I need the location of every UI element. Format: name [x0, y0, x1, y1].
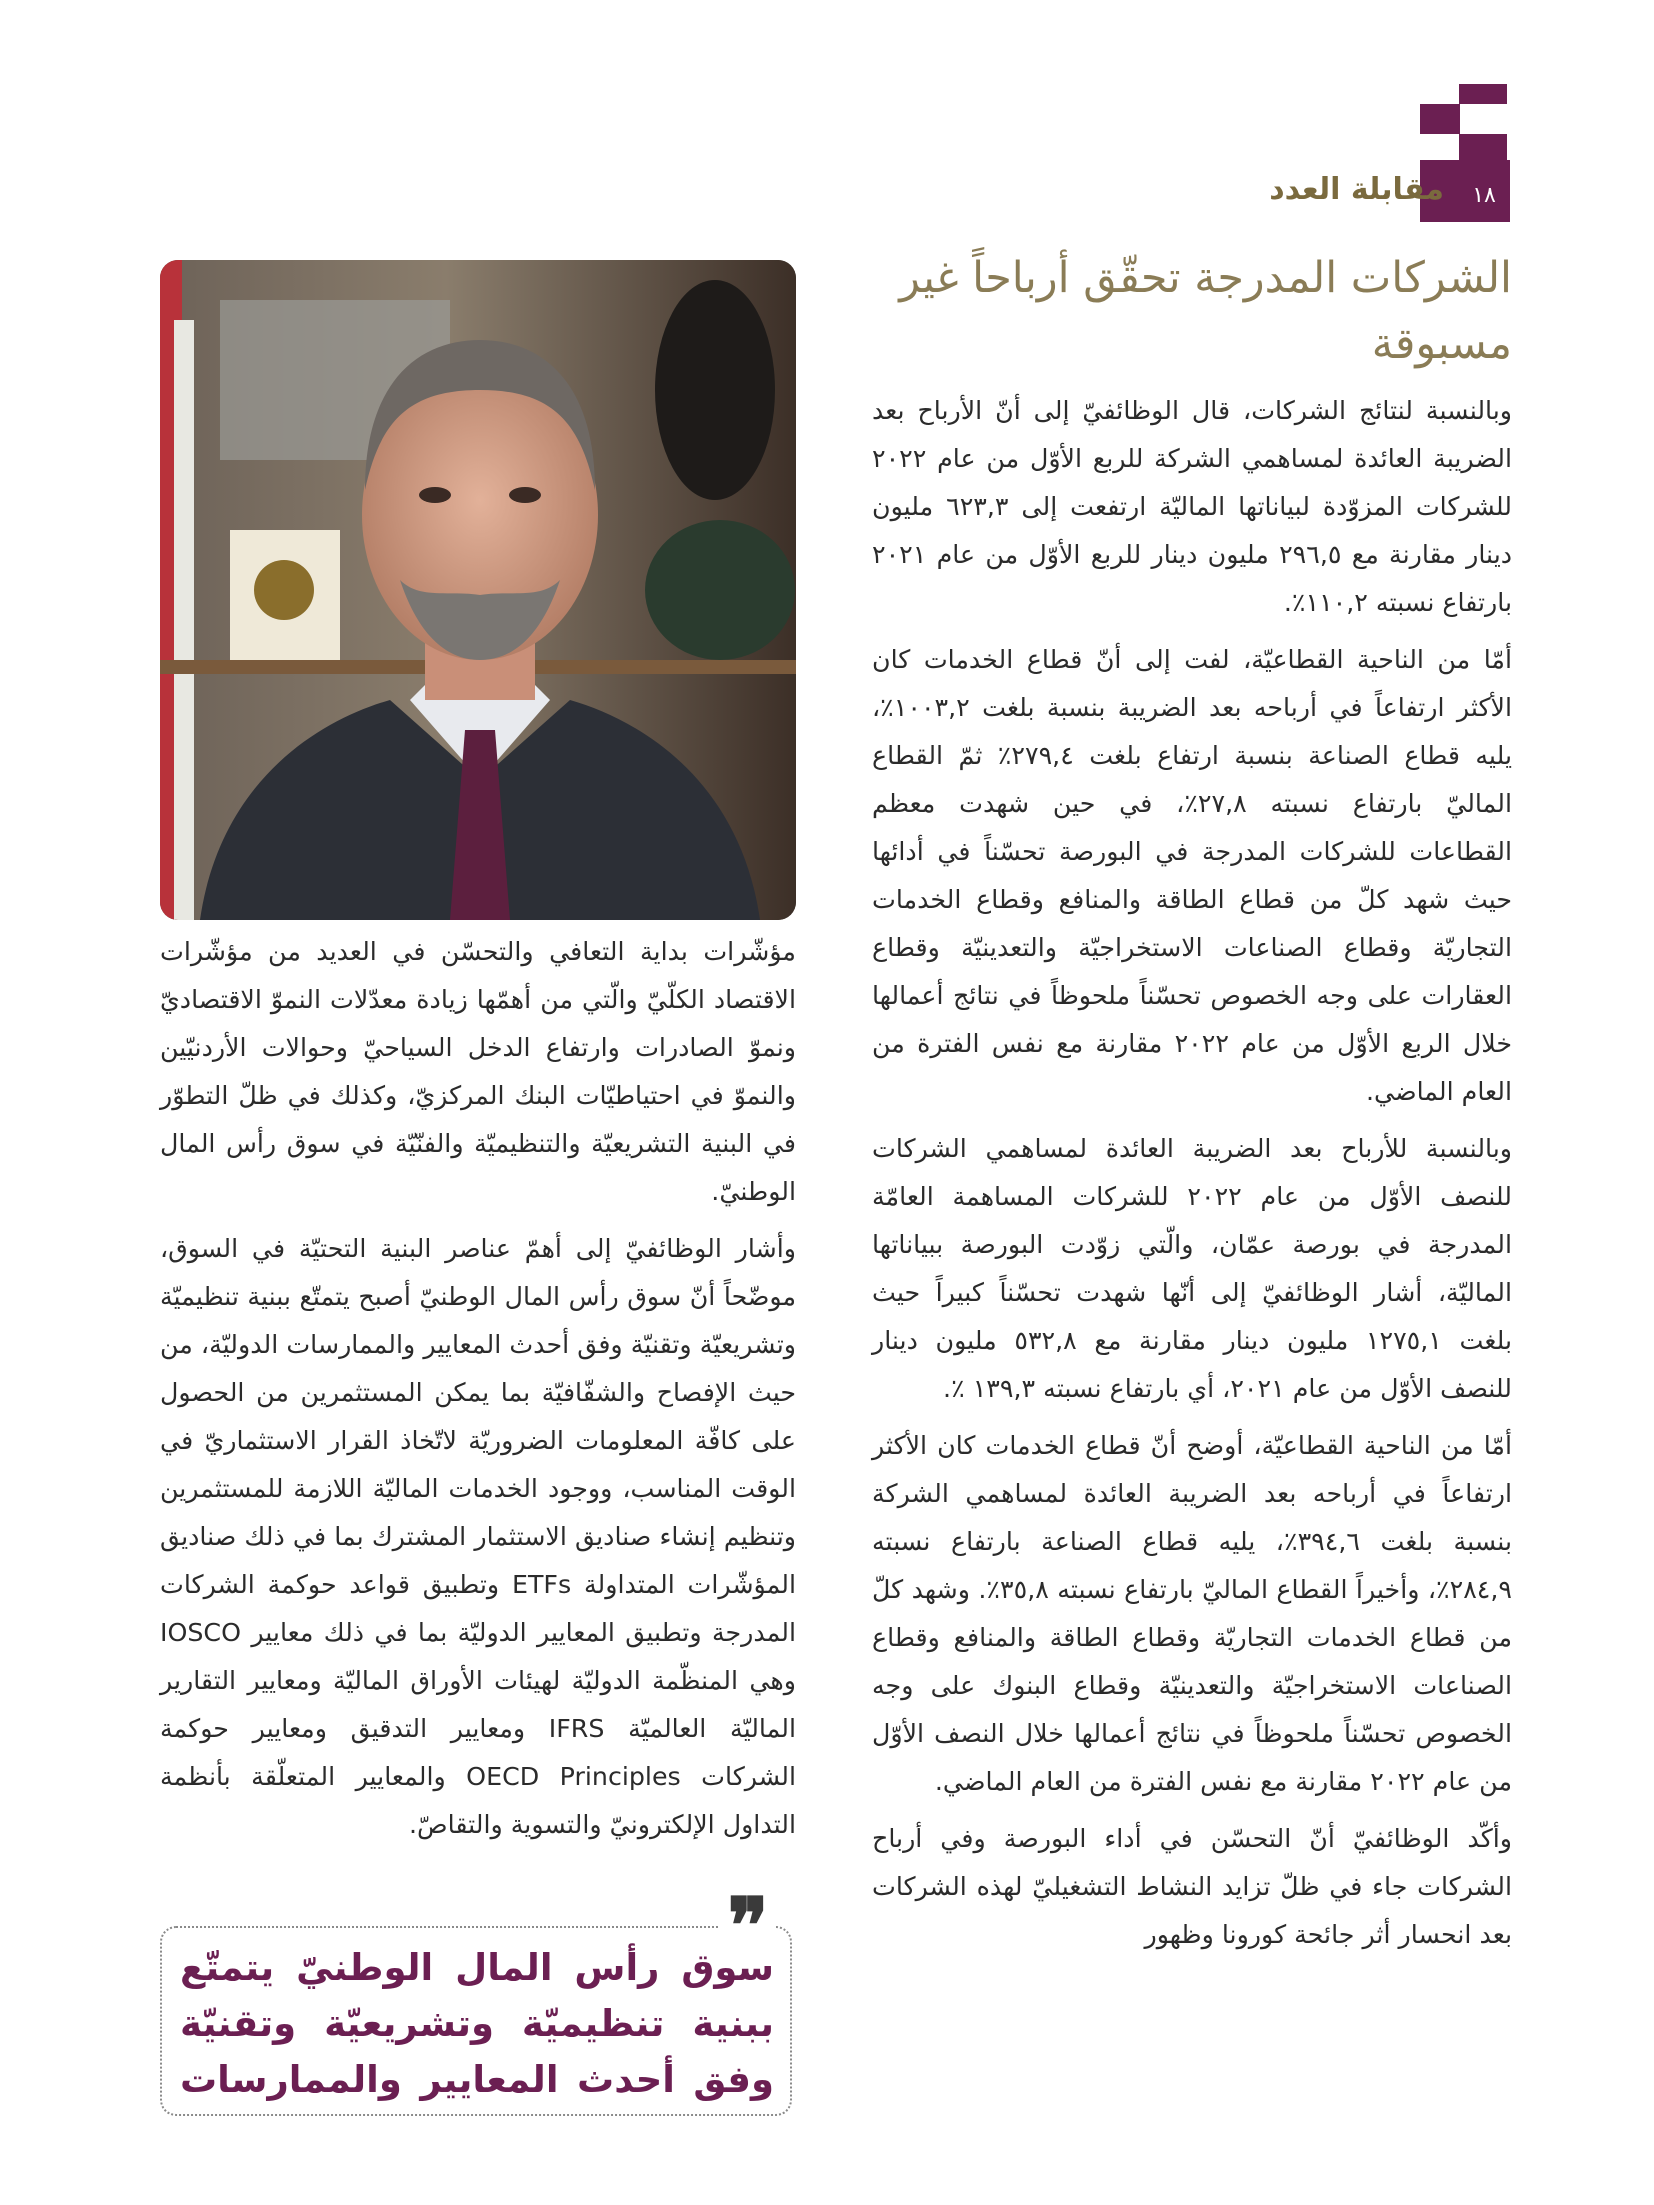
portrait-photo — [160, 260, 796, 920]
decor-square — [1420, 104, 1460, 134]
section-label: مقابلة العدد — [1269, 172, 1444, 207]
decor-square — [1459, 84, 1507, 104]
paragraph: وأشار الوظائفيّ إلى أهمّ عناصر البنية التحتيّة في السوق، موضّحاً أنّ سوق رأس المال الوطنيّ أصبح يتمتّع ببنية تنظيميّة وتشريعيّة وتقنيّة وفق أحدث المعايير والممارسات الدوليّة، من حيث الإفصاح والشفّافيّة بما يمكن المستثمرين من الحصول على كافّة المعلومات الضروريّة لاتّخاذ القرار الاستثماريّ في الوقت المناسب، ووجود الخدمات الماليّة اللازمة للمستثمرين وتنظيم إنشاء صناديق الاستثمار المشترك بما في ذلك صناديق المؤشّرات المتداولة ETFs وتطبيق قواعد حوكمة الشركات المدرجة وتطبيق المعايير الدوليّة بما في ذلك معايير IOSCO وهي المنظّمة الدوليّة لهيئات الأوراق الماليّة ومعايير التقارير الماليّة العالميّة IFRS ومعايير التدقيق ومعايير حوكمة الشركات OECD Principles والمعايير المتعلّقة بأنظمة التداول الإلكترونيّ والتسوية والتقاصّ. — [160, 1234, 797, 1839]
paragraph: وأكّد الوظائفيّ أنّ التحسّن في أداء البورصة وفي أرباح الشركات جاء في ظلّ تزايد النشاط التشغيليّ لهذه الشركات بعد انحسار أثر جائحة كورونا وظهور — [872, 1824, 1512, 1949]
article-column-right — [872, 245, 1512, 1968]
paragraph: أمّا من الناحية القطاعيّة، أوضح أنّ قطاع الخدمات كان الأكثر ارتفاعاً في أرباحه بعد الضريبة العائدة لمساهمي الشركة بنسبة بلغت ٣٩٤,٦٪، يليه قطاع الصناعة بارتفاع نسبته ٢٨٤,٩٪، وأخيراً القطاع الماليّ بارتفاع نسبته ٣٥,٨٪. وشهد كلّ من قطاع الخدمات التجاريّة وقطاع الطاقة والمنافع وقطاع الصناعات الاستخراجيّة والتعدينيّة وقطاع البنوك على وجه الخصوص تحسّناً ملحوظاً في نتائج أعمالها خلال النصف الأوّل من عام ٢٠٢٢ مقارنة مع نفس الفترة من العام الماضي. — [872, 1431, 1512, 1796]
article-column-left — [160, 928, 796, 1858]
quote-mark-icon: ❞ — [720, 1888, 776, 1932]
page-number: ١٨ — [1472, 182, 1496, 208]
paragraph: وبالنسبة للأرباح بعد الضريبة العائدة لمساهمي الشركات للنصف الأوّل من عام ٢٠٢٢ للشركات المساهمة العامّة المدرجة في بورصة عمّان، والّتي زوّدت البورصة ببياناتها الماليّة، أشار الوظائفيّ إلى أنّها شهدت تحسّناً كبيراً حيث بلغت ١٢٧٥,١ مليون دينار مقارنة مع ٥٣٢,٨ مليون دينار للنصف الأوّل من عام ٢٠٢١، أي بارتفاع نسبته ١٣٩,٣ ٪. — [872, 1134, 1512, 1403]
paragraph: مؤشّرات بداية التعافي والتحسّن في العديد من مؤشّرات الاقتصاد الكلّيّ والّتي من أهمّها زيادة معدّلات النموّ الاقتصاديّ ونموّ الصادرات وارتفاع الدخل السياحيّ وحوالات الأردنيّين والنموّ في احتياطيّات البنك المركزيّ، وكذلك في ظلّ التطوّر في البنية التشريعيّة والتنظيميّة والفنّيّة في سوق رأس المال الوطنيّ. — [160, 937, 796, 1206]
paragraph: وبالنسبة لنتائج الشركات، قال الوظائفيّ إلى أنّ الأرباح بعد الضريبة العائدة لمساهمي الشركة للربع الأوّل من عام ٢٠٢٢ للشركات المزوّدة لبياناتها الماليّة ارتفعت إلى ٦٢٣,٣ مليون دينار مقارنة مع ٢٩٦,٥ مليون دينار للربع الأوّل من عام ٢٠٢١ بارتفاع نسبته ١١٠,٢٪. — [872, 396, 1513, 617]
decor-square — [1459, 134, 1507, 160]
paragraph: أمّا من الناحية القطاعيّة، لفت إلى أنّ قطاع الخدمات كان الأكثر ارتفاعاً في أرباحه بعد الضريبة بنسبة بلغت ١٠٠٣,٢٪، يليه قطاع الصناعة بنسبة ارتفاع بلغت ٢٧٩,٤٪ ثمّ القطاع الماليّ بارتفاع نسبته ٢٧,٨٪، في حين شهدت معظم القطاعات للشركات المدرجة في البورصة تحسّناً في أدائها حيث شهد كلّ من قطاع الطاقة والمنافع وقطاع الخدمات التجاريّة وقطاع الصناعات الاستخراجيّة والتعدينيّة وقطاع العقارات على وجه الخصوص تحسّناً ملحوظاً في نتائج أعمالها خلال الربع الأوّل من عام ٢٠٢٢ مقارنة مع نفس الفترة من العام الماضي. — [872, 645, 1512, 1106]
article-heading: الشركات المدرجة تحقّق أرباحاً غير مسبوقة — [899, 253, 1512, 369]
pull-quote-text: سوق رأس المال الوطنيّ يتمتّع ببنية تنظيميّة وتشريعيّة وتقنيّة وفق أحدث المعايير والممارسات — [180, 1946, 774, 2101]
